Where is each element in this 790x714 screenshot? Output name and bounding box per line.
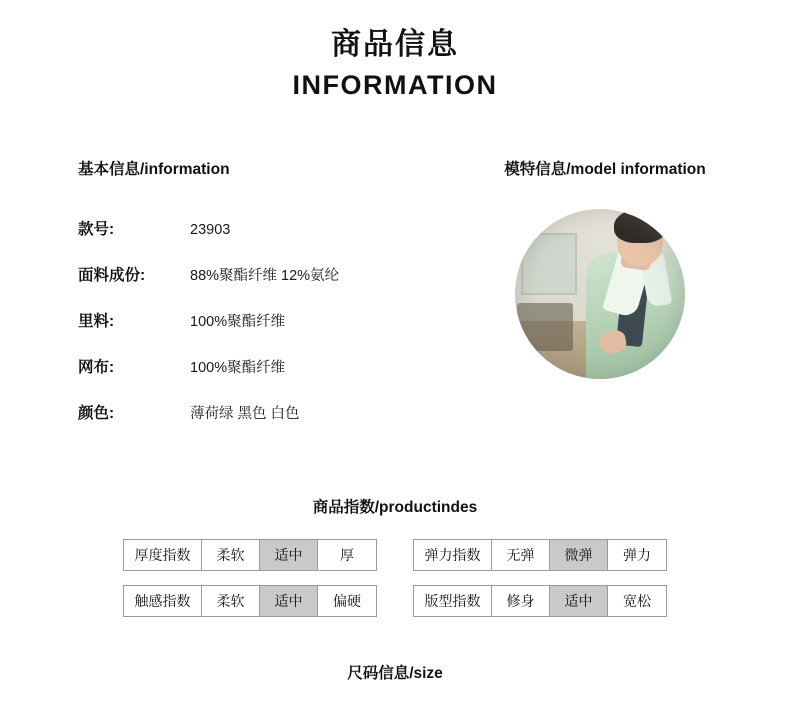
- index-option-elasticity-0[interactable]: 无弹: [492, 540, 550, 570]
- spec-row: [78, 355, 488, 377]
- index-table-thickness: [123, 539, 377, 571]
- index-header-touch: 触感指数: [124, 586, 202, 616]
- spec-row: [78, 263, 488, 285]
- product-index-tables: [0, 539, 790, 617]
- model-info-section: [488, 157, 712, 447]
- index-option-touch-0[interactable]: 柔软: [202, 586, 260, 616]
- product-index-heading: 商品指数/productindes: [312, 498, 478, 516]
- product-index-row: [123, 539, 667, 571]
- index-table-elasticity: [413, 539, 667, 571]
- info-columns: [0, 157, 790, 447]
- index-header-fit: 版型指数: [414, 586, 492, 616]
- basic-info-list: [78, 217, 488, 423]
- index-option-touch-2[interactable]: 偏硬: [318, 586, 376, 616]
- index-option-thickness-2[interactable]: 厚: [318, 540, 376, 570]
- spec-label-color: 颜色:: [78, 404, 115, 422]
- spec-value-fabric: 88%聚酯纤维 12%氨纶: [190, 267, 340, 284]
- index-header-thickness: 厚度指数: [124, 540, 202, 570]
- index-table-fit: [413, 585, 667, 617]
- basic-info-section: [78, 157, 488, 447]
- spec-label-mesh: 网布:: [78, 358, 115, 376]
- index-option-fit-1[interactable]: 适中: [550, 586, 608, 616]
- product-index-row: [123, 585, 667, 617]
- page-header: [0, 0, 790, 101]
- index-table-touch: [123, 585, 377, 617]
- model-photo-wrap: [488, 209, 712, 379]
- index-option-touch-1[interactable]: 适中: [260, 586, 318, 616]
- spec-label-style-no: 款号:: [78, 220, 115, 238]
- spec-row: [78, 401, 488, 423]
- index-option-thickness-0[interactable]: 柔软: [202, 540, 260, 570]
- index-header-elasticity: 弹力指数: [414, 540, 492, 570]
- spec-value-mesh: 100%聚酯纤维: [190, 359, 286, 376]
- index-option-elasticity-2[interactable]: 弹力: [608, 540, 666, 570]
- spec-label-fabric: 面料成份:: [78, 266, 146, 284]
- spec-value-style-no: 23903: [190, 221, 231, 238]
- spec-value-lining: 100%聚酯纤维: [190, 313, 286, 330]
- index-option-elasticity-1[interactable]: 微弹: [550, 540, 608, 570]
- page-title-cn: 商品信息: [331, 28, 459, 61]
- model-photo: [515, 209, 685, 379]
- model-info-heading: 模特信息/model information: [504, 160, 706, 178]
- photo-vignette: [515, 209, 685, 379]
- size-info-heading: 尺码信息/size: [347, 664, 443, 682]
- index-option-thickness-1[interactable]: 适中: [260, 540, 318, 570]
- index-option-fit-2[interactable]: 宽松: [608, 586, 666, 616]
- index-option-fit-0[interactable]: 修身: [492, 586, 550, 616]
- basic-info-heading: 基本信息/information: [78, 160, 230, 178]
- spec-row: [78, 309, 488, 331]
- spec-row: [78, 217, 488, 239]
- spec-label-lining: 里料:: [78, 312, 115, 330]
- page-title-en: INFORMATION: [292, 69, 498, 100]
- spec-value-color: 薄荷绿 黑色 白色: [190, 405, 300, 422]
